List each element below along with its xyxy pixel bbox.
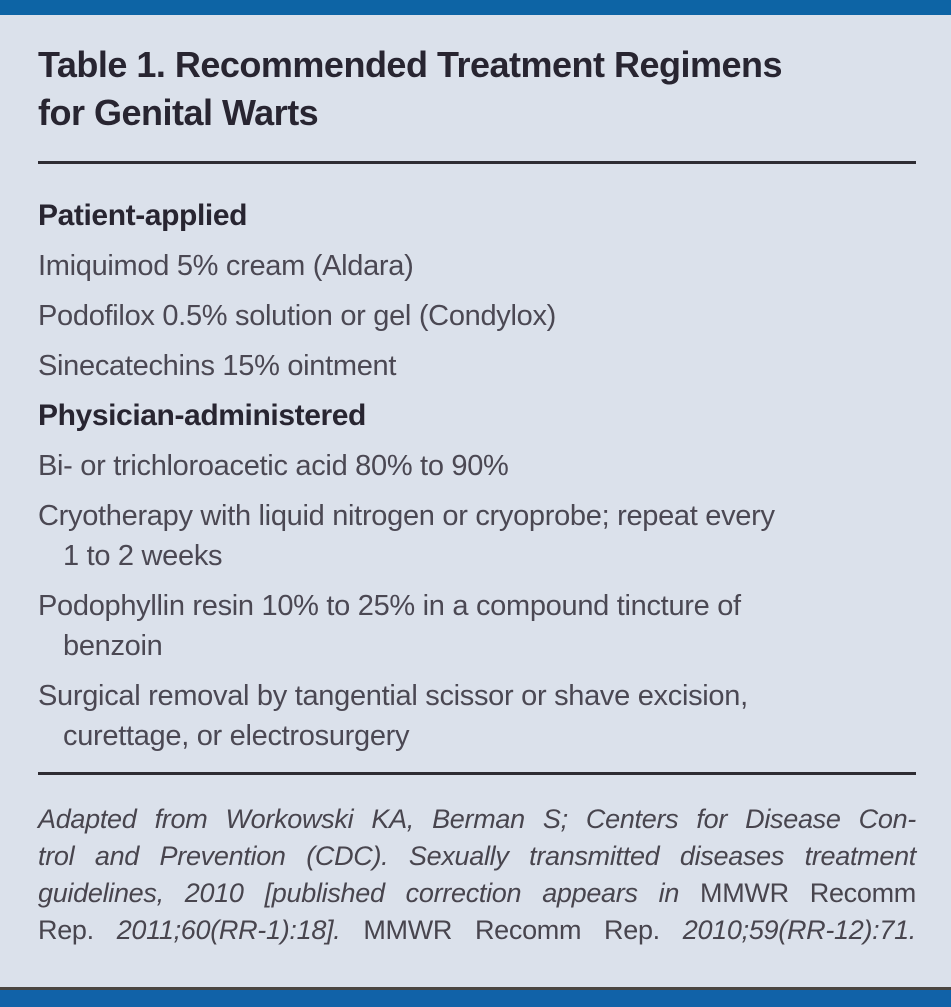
treatment-row xyxy=(38,496,916,576)
category-header xyxy=(38,396,916,436)
row-line: Bi- or trichloroacetic acid 80% to 90% xyxy=(38,450,509,482)
row-line: Podofilox 0.5% solution or gel (Condylox) xyxy=(38,300,557,332)
footnote-text-segment: Adapted from Workowski KA, Berman S; Centers for Disease Con- xyxy=(38,804,916,834)
divider-bottom xyxy=(38,772,916,775)
footnote-line xyxy=(38,801,916,838)
bottom-accent-bar xyxy=(0,990,951,1007)
row-line: Imiquimod 5% cream (Aldara) xyxy=(38,250,414,282)
treatment-list xyxy=(38,196,916,756)
footnote xyxy=(38,801,916,949)
citation-journal-name: MMWR Recomm Rep. xyxy=(363,915,683,945)
footnote-text-segment: 2010;59(RR-12):71. xyxy=(682,915,916,945)
treatment-row xyxy=(38,586,916,666)
footnote-text-segment: 2011;60(RR-1):18]. xyxy=(116,915,364,945)
table-title xyxy=(38,41,916,137)
footnote-line xyxy=(38,875,916,912)
footnote-text-segment: guidelines, 2010 [published correction appears in xyxy=(38,878,701,908)
treatment-row xyxy=(38,246,916,286)
row-line: 1 to 2 weeks xyxy=(63,540,223,572)
row-line: Physician-administered xyxy=(38,399,366,432)
footnote-line xyxy=(38,838,916,875)
citation-journal-name: Rep. xyxy=(38,915,117,945)
row-line: Podophyllin resin 10% to 25% in a compound tincture of xyxy=(38,590,741,622)
top-accent-bar xyxy=(0,0,951,15)
row-line: curettage, or electrosurgery xyxy=(63,720,410,752)
footnote-text-segment: trol and Prevention (CDC). Sexually transmitted diseases treatment xyxy=(38,841,916,871)
table-title-line2: for Genital Warts xyxy=(38,92,319,133)
row-line: benzoin xyxy=(63,630,163,662)
treatment-row xyxy=(38,676,916,756)
divider-top xyxy=(38,161,916,164)
footnote-line xyxy=(38,912,916,949)
table-title-line1: Table 1. Recommended Treatment Regimens xyxy=(38,44,783,85)
category-header xyxy=(38,196,916,236)
table-panel xyxy=(38,15,916,949)
row-line: Sinecatechins 15% ointment xyxy=(38,350,397,382)
row-line: Cryotherapy with liquid nitrogen or cryoprobe; repeat every xyxy=(38,500,775,532)
row-line: Patient-applied xyxy=(38,199,248,232)
row-line: Surgical removal by tangential scissor or shave excision, xyxy=(38,680,748,712)
treatment-row xyxy=(38,446,916,486)
citation-journal-name: MMWR Recomm xyxy=(700,878,916,908)
treatment-row xyxy=(38,346,916,386)
treatment-row xyxy=(38,296,916,336)
